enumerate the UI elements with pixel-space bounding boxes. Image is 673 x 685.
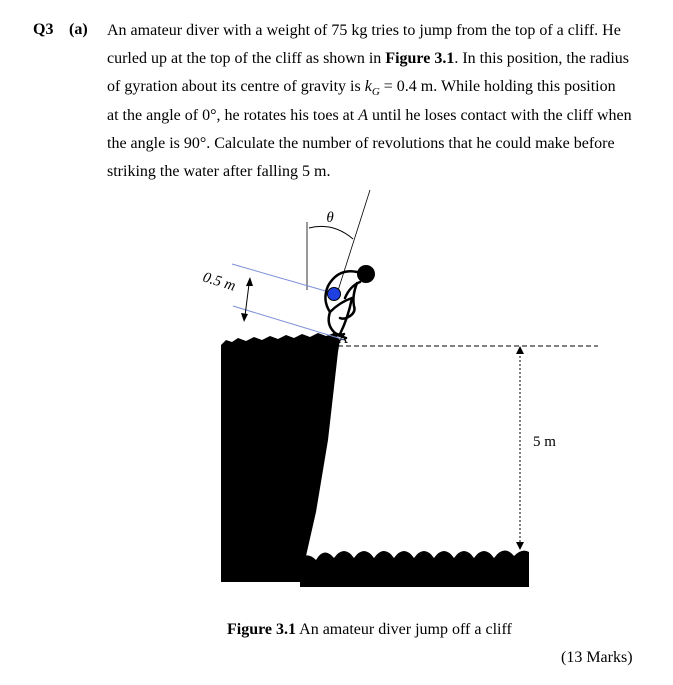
height-label: 5 m [533,434,556,450]
radius-arrow-bottom [241,313,248,322]
text-fragment: until he loses contact with the cliff when [368,106,632,124]
text-line-5: the angle is 90°. Calculate the number of revolutions that he could make before [107,134,615,152]
angle-arc [309,226,353,239]
question-number: Q3 [33,21,54,38]
figure-reference: Figure 3.1 [385,50,455,68]
angled-reference-line [335,190,370,300]
question-part: (a) [69,21,88,38]
symbol-k: k [364,78,372,96]
radius-guide-upper [232,264,336,294]
text-fragment: . In this position, the radius [454,50,629,68]
point-a-label: A [338,332,349,347]
figure-caption [227,621,512,639]
radius-arrow-top [246,277,253,286]
text-line-1: An amateur diver with a weight of 75 kg tries to jump from the top of a cliff. He [107,22,621,39]
radius-arrow-line [245,284,249,316]
centre-of-gravity-dot [328,288,341,301]
water-body [300,550,529,587]
text-fragment: = 0.4 m. While holding this position [379,78,616,96]
marks-allocation: (13 Marks) [561,649,633,666]
caption-text: An amateur diver jump off a cliff [296,621,512,638]
symbol-subscript-g: G [371,86,380,99]
text-fragment: curled up at the top of the cliff as shown in [107,50,386,68]
cliff-shape [221,333,340,582]
text-fragment: at the angle of 0°, he rotates his toes at [107,106,359,124]
symbol-a: A [358,106,368,124]
height-arrow-bottom [516,542,524,550]
radius-label: 0.5 m [200,269,238,295]
height-arrow-top [516,346,524,354]
angle-label: θ [326,210,334,226]
caption-figure-number: Figure 3.1 [227,621,297,638]
text-line-6: striking the water after falling 5 m. [107,162,331,180]
diver-figure [325,265,375,338]
text-fragment: of gyration about its centre of gravity is [107,78,365,96]
